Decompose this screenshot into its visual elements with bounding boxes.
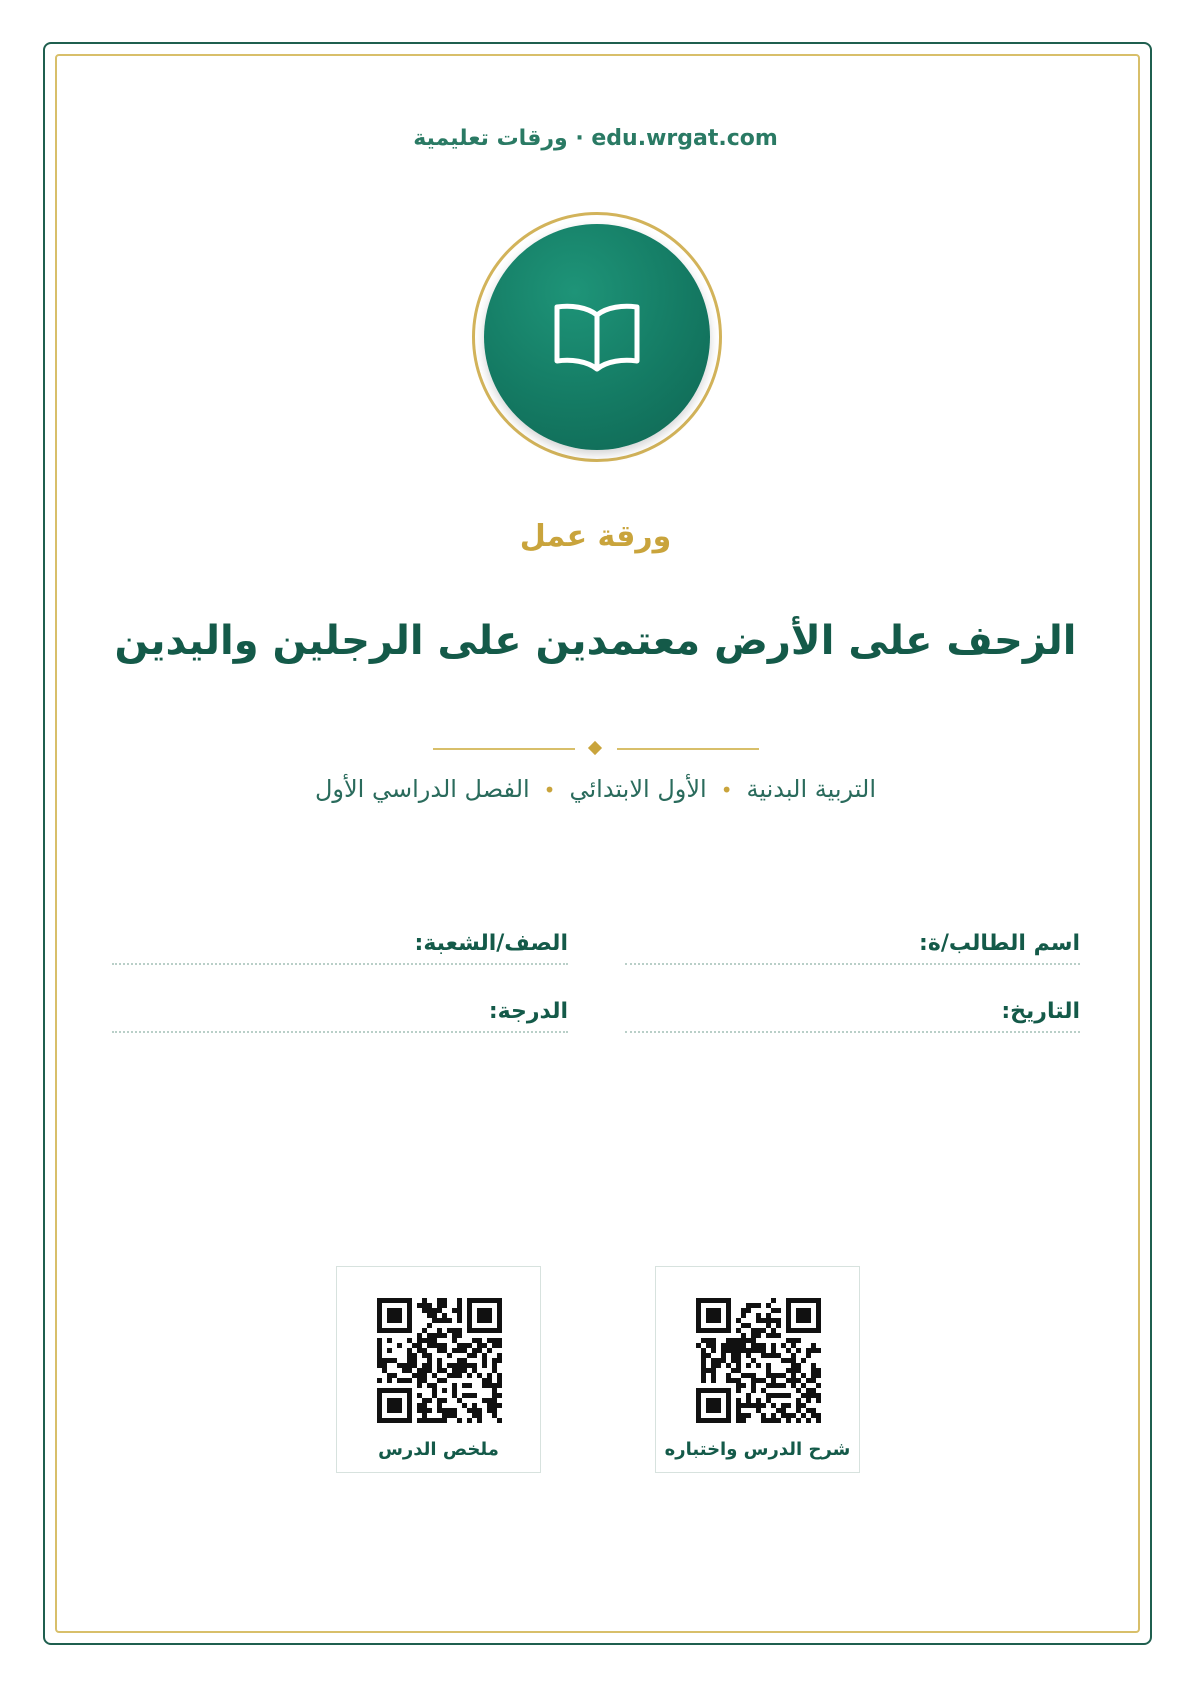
qr-label: شرح الدرس واختباره (664, 1439, 851, 1460)
ornamental-divider (433, 740, 759, 758)
qr-code-icon (377, 1298, 502, 1423)
site-header: edu.wrgat.com · ورقات تعليمية (413, 126, 778, 151)
meta-separator: • (720, 778, 733, 802)
qr-label: ملخص الدرس (378, 1439, 499, 1460)
meta-separator: • (543, 778, 556, 802)
worksheet-kicker: ورقة عمل (519, 519, 672, 554)
open-book-icon (547, 287, 647, 387)
page-title: الزحف على الأرض معتمدين على الرجلين واليدين (114, 618, 1077, 664)
date-field[interactable] (625, 999, 1080, 1033)
score-field[interactable] (112, 999, 568, 1033)
emblem (484, 224, 710, 450)
diamond-ornament (588, 741, 602, 755)
lesson-meta (0, 775, 1191, 803)
meta-grade: الأول الابتدائي (569, 775, 707, 803)
student-name-field[interactable] (625, 931, 1080, 965)
meta-subject: التربية البدنية (746, 775, 877, 803)
student-name-label: اسم الطالب/ة: (919, 931, 1080, 956)
qr-card-lesson-explanation[interactable] (655, 1266, 860, 1473)
qr-code-icon (696, 1298, 821, 1423)
class-section-label: الصف/الشعبة: (414, 931, 568, 956)
date-label: التاريخ: (1001, 999, 1080, 1024)
score-label: الدرجة: (488, 999, 568, 1024)
qr-card-lesson-summary[interactable] (336, 1266, 541, 1473)
class-section-field[interactable] (112, 931, 568, 965)
meta-term: الفصل الدراسي الأول (314, 775, 530, 803)
